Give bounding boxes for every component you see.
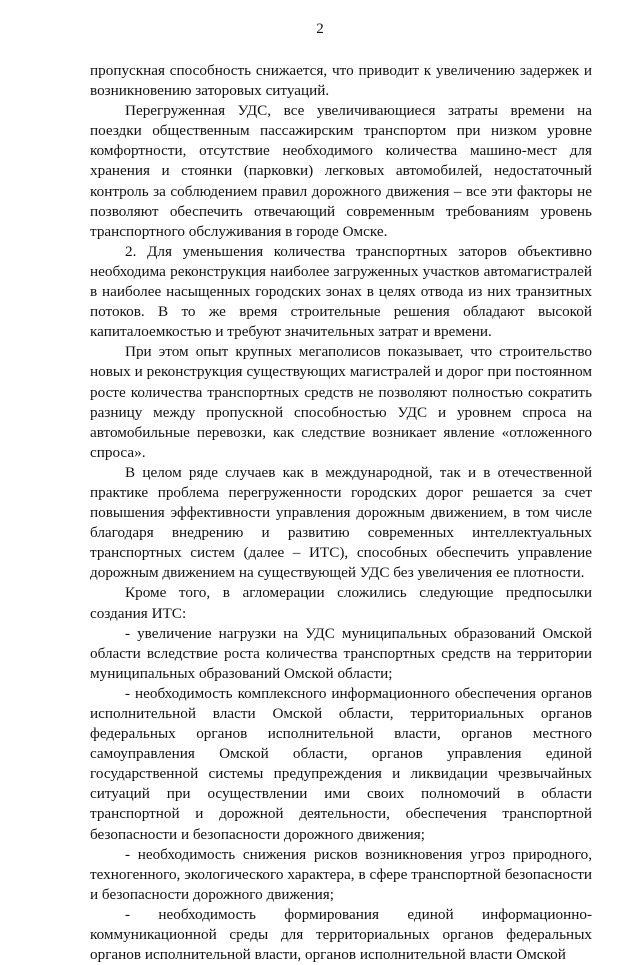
list-item-risk-reduction: - необходимость снижения рисков возникновения угроз природного, техногенного, экологического характера, в сфере транспортной безопасности и безопасности дорожного движения; [90,845,592,903]
paragraph-item-2-reconstruction: 2. Для уменьшения количества транспортных заторов объективно необходима реконструкция наиболее загруженных участков автомагистралей в наиболее насыщенных городских зонах в целях отвода из них транзитных потоков. В то же время строительные решения обладают высокой капиталоемкостью и требуют значительных затрат и времени. [90,242,592,341]
paragraph-its-introduction: В целом ряде случаев как в международной, так и в отечественной практике проблема перегруженности городских дорог решается за счет повышения эффективности управления дорожным движением, в том числе благодаря внедрению и развитию современных интеллектуальных транспортных систем (далее – ИТС), способных обеспечить управление дорожным движением на существующей УДС без увеличения ее плотности. [90,463,592,582]
paragraph-overloaded-road-network: Перегруженная УДС, все увеличивающиеся затраты времени на поездки общественным пассажирским транспортом при низком уровне комфортности, отсутствие необходимого количества машино-мест для хранения и стоянки (парковки) легковых автомобилей, недостаточный контроль за соблюдением правил дорожного движения – все эти факторы не позволяют обеспечить отвечающий современным требованиям уровень транспортного обслуживания в городе Омске. [90,102,592,240]
page-number: 2 [316,21,324,37]
paragraph-continuation: пропускная способность снижается, что приводит к увеличению задержек и возникновению заторовых ситуаций. [90,62,592,100]
list-item-unified-environment: - необходимость формирования единой информационно-коммуникационной среды для территориальных органов федеральных органов исполнительной власти, органов исполнительной власти Омской [90,905,592,964]
list-item-information-support: - необходимость комплексного информационного обеспечения органов исполнительной власти Омской области, территориальных органов федеральных органов исполнительной власти, органов местного самоуправления Омской области, органов управления единой государственной системы предупреждения и ликвидации чрезвычайных ситуаций при осуществлении ими своих полномочий в области транспортной и дорожной деятельности, обеспечения транспортной безопасности и безопасности дорожного движения; [90,684,592,843]
paragraph-megapolis-experience: При этом опыт крупных мегаполисов показывает, что строительство новых и реконструкция существующих магистралей и дорог при постоянном росте количества транспортных средств не позволяют полностью сократить разницу между пропускной способностью УДС и уровнем спроса на автомобильные перевозки, как следствие возникает явление «отложенного спроса». [90,343,592,461]
document-body [90,61,592,965]
paragraph-prerequisites-intro: Кроме того, в агломерации сложились следующие предпосылки создания ИТС: [90,584,592,622]
list-item-load-increase: - увеличение нагрузки на УДС муниципальных образований Омской области вследствие роста количества транспортных средств на территории муниципальных образований Омской области; [90,624,592,682]
